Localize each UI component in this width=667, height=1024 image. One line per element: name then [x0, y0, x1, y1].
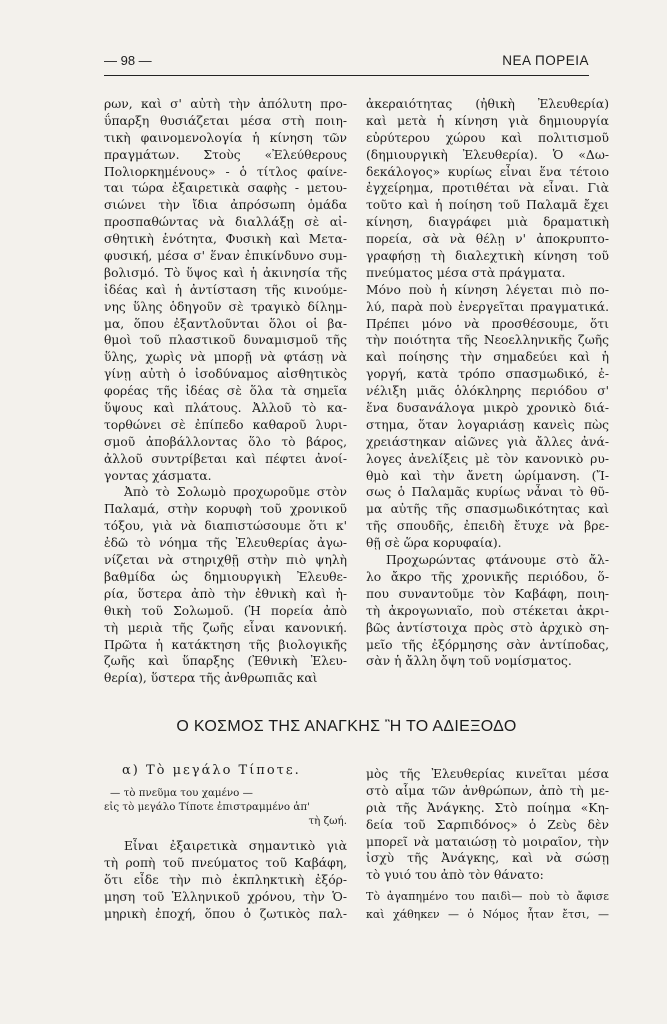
text-line: θμὸ καὶ τὴν ἄνετη ὡρίμανση. (Ἴ- — [366, 468, 609, 483]
journal-title: ΝΕΑ ΠΟΡΕΙΑ — [502, 53, 589, 68]
text-line: Πρῶτα ἡ κατάκτηση τῆς βιολογικῆς — [104, 637, 347, 652]
text-line: ρία, ὕστερα ἀπὸ τὴν ἐθνικὴ καὶ ἠ- — [104, 586, 347, 601]
text-line: θῇ σὲ ὥρα κορυφαία). — [366, 536, 502, 551]
text-line: ριὰ τῆς Ἀνάγκης. Στὸ ποίημα «Κη- — [366, 800, 609, 815]
poem-line: Τὸ ἀγαπημένο του παιδὶ— ποὺ τὸ ἄφισε — [366, 890, 609, 903]
text-line: ἐδῶ τὸ νόημα τῆς Ἐλευθερίας ἀγω- — [104, 536, 347, 551]
page-number: — 98 — — [104, 53, 152, 68]
text-line: μηση τοῦ Ἑλληνικοῦ χρόνου, τὴν Ὁ- — [104, 889, 347, 904]
epigraph-line: τὴ ζωή. — [308, 815, 347, 827]
text-line: γοντας χάσματα. — [104, 468, 212, 483]
text-line: ὕλης, χωρὶς νὰ μπορῇ νὰ φτάσῃ νὰ — [104, 350, 347, 365]
text-line: ἀκεραιότητας (ἠθικὴ Ἐλευθερία) — [366, 97, 609, 111]
text-line: τοῦτο καὶ ἡ ποίηση τοῦ Παλαμᾶ ἔχει — [366, 198, 609, 213]
text-line: προσπαθώντας νὰ διαλλάξῃ σὲ αἰ- — [104, 215, 347, 230]
text-line: φυσική, μέσα σ' ἕναν ἐπικίνδυνο συμ- — [104, 249, 347, 264]
text-line: τορθώνει σὲ ἐπίπεδο καθαροῦ λυρι- — [104, 417, 347, 432]
text-line: καὶ ποίησης τὴν σημαδεύει καὶ ἡ — [366, 350, 609, 365]
text-line: ἰδέας καὶ ἡ ἀντίσταση τῆς κινούμε- — [104, 282, 347, 297]
text-line: λογες ἀνελίξεις μὲ τὸν κανονικὸ ρυ- — [366, 451, 609, 466]
text-line: μπορεῖ νὰ ματαιώσῃ τὸ μοιραῖον, τὴν — [366, 834, 609, 849]
text-line: βολισμό. Τὸ ὕψος καὶ ἡ ἀκινησία τῆς — [104, 265, 347, 280]
epigraph — [104, 786, 347, 828]
text-line: τὴν ποιότητα τῆς Νεοελληνικῆς ζωῆς — [366, 333, 609, 348]
poem-line: καὶ χάθηκεν — ὁ Νόμος ἦταν ἔτσι, — — [366, 908, 609, 921]
text-line: νίζεται νὰ στηριχθῇ στὴν πιὸ ψηλὴ — [104, 553, 347, 568]
text-line: ἀλλοῦ συντρίβεται καὶ πέφτει ἀνοί- — [104, 451, 347, 466]
text-line: σὰν ἡ ἄλλη ὄψη τοῦ νομίσματος. — [366, 654, 572, 669]
text-line: γραφήσῃ τὴ διαλεχτικὴ κίνηση τοῦ — [366, 249, 609, 264]
text-line: Μόνο ποὺ ἡ κίνηση λέγεται πιὸ πο- — [366, 282, 609, 297]
text-line: σθητικὴ ἑνότητα, Φυσικὴ καὶ Μετα- — [104, 232, 347, 247]
text-line: ὕψους καὶ πλάτους. Ἀλλοῦ τὸ κα- — [104, 401, 347, 416]
text-line: Πολιορκημένους» - ὁ τίτλος φαίνε- — [104, 164, 347, 179]
left-column-2 — [104, 838, 347, 922]
text-line: σιώνει τὴν ἴδια ἀπρόσωπη ὁμάδα — [104, 198, 347, 213]
right-column — [366, 96, 609, 670]
text-line: Πρέπει μόνο νὰ προσθέσουμε, ὅτι — [366, 316, 609, 331]
text-line: τὴ ἀκρογωνιαῖο, ποὺ στέκεται ἀκρι- — [366, 603, 609, 618]
poem-quote — [366, 888, 609, 924]
text-line: πορεία, σὰ νὰ θέλῃ ν' ἀποκρυπτο- — [366, 232, 609, 247]
text-line: Ἀπὸ τὸ Σολωμὸ προχωροῦμε στὸν — [124, 485, 347, 500]
text-line: τὴ μεριὰ τῆς ζωῆς εἶναι κανονική. — [104, 620, 347, 635]
text-line: μηρικὴ ἐποχή, ὅπου ὁ ζωτικὸς παλ- — [104, 906, 347, 921]
header-rule — [104, 75, 589, 76]
text-line: θερία), ὕστερα τῆς ἀνθρωπιᾶς καὶ — [104, 671, 318, 686]
text-line: Προχωρώντας φτάνουμε στὸ ἄλ- — [386, 553, 609, 568]
text-line: τὴ ροπὴ τοῦ πνεύματος τοῦ Καβάφη, — [104, 855, 347, 870]
text-line: θμοὶ τοῦ πλαστικοῦ δυναμισμοῦ τῆς — [104, 333, 347, 348]
text-line: ἰσχὺ τῆς Ἀνάγκης, καὶ νὰ σώσῃ — [366, 851, 609, 866]
text-line: εὐρύτερου χώρου καὶ πολιτισμοῦ — [366, 130, 609, 145]
text-line: ἕνα δυσανάλογα μικρὸ χρονικὸ διά- — [366, 401, 609, 416]
text-line: στὸ αἷμα τῶν ἀνθρώπων, ἀπὸ τὴ με- — [366, 783, 609, 798]
text-line: μα, ὅπου ἐξαντλοῦνται ὅλοι οἱ βα- — [104, 316, 347, 331]
text-line: Εἶναι ἐξαιρετικὰ σημαντικὸ γιὰ — [124, 839, 347, 853]
text-line: ται τώρα ἐξαιρετικὰ σαφὴς - μετου- — [104, 181, 347, 196]
text-line: πραγμάτων. Στοὺς «Ἐλεύθερους — [104, 147, 347, 162]
text-line: καὶ μετὰ ἡ κίνηση γιὰ δημιουργία — [366, 113, 609, 128]
text-line: μὸς τῆς Ἐλευθερίας κινεῖται μέσα — [366, 767, 609, 781]
section-title: Ο ΚΟΣΜΟΣ ΤΗΣ ΑΝΑΓΚΗΣ Ἢ ΤΟ ΑΔΙΕΞΟΔΟ — [176, 718, 517, 735]
text-line: ὅτι εἶδε τὴν πιὸ ἐκπληκτικὴ ἐξόρ- — [104, 872, 347, 887]
text-line: νης ὕλης ὁδηγοῦν σὲ τραγικὸ δίλημ- — [104, 299, 347, 314]
text-line: βῶς ἀντίστοιχα πρὸς στὸ ἀρχικὸ ση- — [366, 620, 609, 635]
text-line: δεκάλογος» κυρίως εἶναι ἕνα τέτοιο — [366, 164, 609, 179]
text-line: πνεύματος μέσα στὰ πράγματα. — [366, 265, 566, 280]
text-line: θικὴ τοῦ Σολωμοῦ. (Ἡ πορεία ἀπὸ — [104, 603, 347, 618]
text-line: λο ἄκρο τῆς χρονικῆς περιόδου, ὅ- — [366, 569, 609, 584]
right-column-2 — [366, 766, 609, 884]
text-line: τικὴ φαινομενολογία ἡ κίνηση τῶν — [104, 130, 347, 145]
text-line: τῆς σπουδῆς, ἐπειδὴ ἔτυχε νὰ βρε- — [366, 519, 609, 534]
text-line: δεία τοῦ Σαρπιδόνος» ὁ Ζεὺς δὲν — [366, 817, 609, 832]
text-line: στημα, ὅταν λογαριάσῃ κανεὶς πὼς — [366, 417, 609, 432]
left-column — [104, 96, 347, 687]
text-line: μεῖο τῆς ἐξόρμησης σὰν ἀντίποδας, — [366, 637, 609, 652]
text-line: ζωῆς καὶ ὕπαρξης (Ἐθνικὴ Ἐλευ- — [104, 654, 347, 669]
epigraph-line: — τὸ πνεῦμα του χαμένο — — [110, 787, 253, 799]
text-line: (δημιουργικὴ Ἐλευθερία). Ὁ «Δω- — [366, 147, 609, 162]
text-line: σως ὁ Παλαμᾶς κυρίως νἆναι τὸ θῦ- — [366, 485, 609, 500]
epigraph-line: εἰς τὸ μεγάλο Τίποτε ἐπιστραμμένο ἀπ' — [104, 801, 310, 813]
text-line: ἐγχείρημα, προτιθέται νὰ εἶναι. Γιὰ — [366, 181, 609, 196]
text-line: σμοῦ ἀποβάλλοντας ὅλο τὸ βάρος, — [104, 434, 347, 449]
text-line: γίνῃ αὐτὴ ὁ ἰσοδύναμος αἰσθητικὸς — [104, 367, 347, 382]
text-line: που συναντοῦμε τὸν Καβάφη, ποιη- — [366, 586, 609, 601]
text-line: χρειάστηκαν αἰῶνες γιὰ ἄλλες ἀνά- — [366, 434, 609, 449]
text-line: νέλιξη μιᾶς ὁλόκληρης περιόδου σ' — [366, 384, 609, 399]
text-line: φορέας τῆς ἰδέας σὲ ὅλα τὰ σημεῖα — [104, 384, 347, 399]
text-line: μα αὐτῆς τῆς σπασμωδικότητας καὶ — [366, 502, 609, 517]
text-line: ΰπαρξη θυσιάζεται μέσα στὴ ποιη- — [104, 113, 347, 128]
text-line: λύ, παρὰ ποὺ ἐνεργεῖται πραγματικά. — [366, 299, 609, 314]
text-line: γοργή, κατὰ τρόπο σπασμωδικό, ἐ- — [366, 367, 609, 382]
text-line: κίνηση, διαγράφει μιὰ δραματικὴ — [366, 215, 609, 230]
text-line: βαθμίδα ὡς δημιουργικὴ Ἐλευθε- — [104, 569, 347, 584]
subheading: α) Τὸ μεγάλο Τίποτε. — [122, 763, 301, 778]
text-line: τόξου, γιὰ νὰ διαπιστώσουμε ὅτι κ' — [104, 519, 347, 534]
text-line: ρων, καὶ σ' αὐτὴ τὴν ἀπόλυτη προ- — [104, 97, 347, 111]
text-line: Παλαμά, στὴν κορυφὴ τοῦ χρονικοῦ — [104, 502, 347, 517]
text-line: τὸ γυιό του ἀπὸ τὸν θάνατο: — [366, 868, 544, 883]
